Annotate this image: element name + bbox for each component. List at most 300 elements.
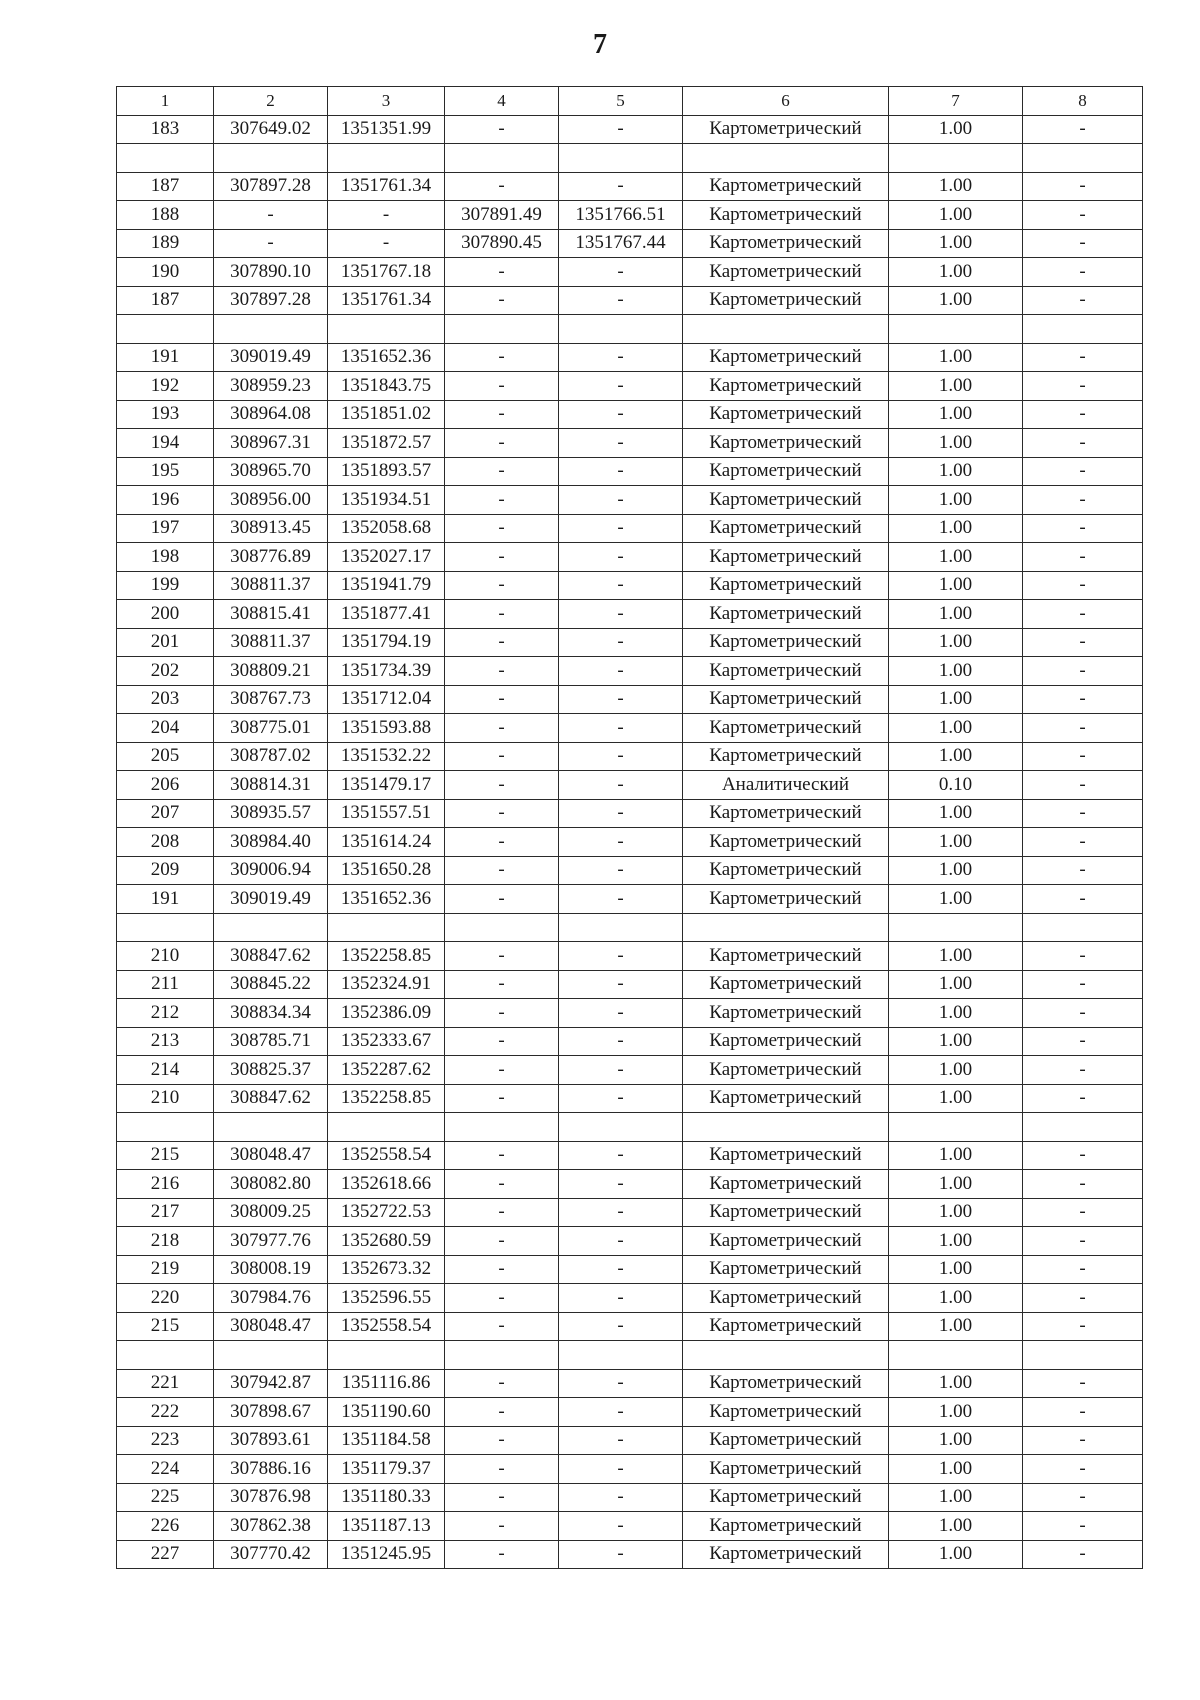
header-cell: 5 bbox=[559, 87, 683, 116]
table-row bbox=[117, 343, 1143, 372]
table-cell: - bbox=[445, 571, 559, 600]
table-cell: - bbox=[1023, 1056, 1143, 1085]
table-cell: 1351614.24 bbox=[328, 828, 445, 857]
table-cell: 1351593.88 bbox=[328, 714, 445, 743]
table-cell: 1.00 bbox=[889, 1540, 1023, 1569]
table-cell: 1.00 bbox=[889, 172, 1023, 201]
table-cell: - bbox=[1023, 115, 1143, 144]
table-row bbox=[117, 942, 1143, 971]
table-cell: 188 bbox=[117, 201, 214, 230]
table-cell: - bbox=[559, 1227, 683, 1256]
table-cell: Картометрический bbox=[683, 1312, 889, 1341]
table-cell bbox=[559, 144, 683, 173]
table-cell: - bbox=[445, 1084, 559, 1113]
table-row bbox=[117, 543, 1143, 572]
table-cell: 1.00 bbox=[889, 1455, 1023, 1484]
table-cell: - bbox=[559, 657, 683, 686]
table-cell: 208 bbox=[117, 828, 214, 857]
table-cell: Картометрический bbox=[683, 343, 889, 372]
table-cell: Картометрический bbox=[683, 942, 889, 971]
table-cell: - bbox=[559, 486, 683, 515]
table-cell: - bbox=[1023, 1255, 1143, 1284]
table-row bbox=[117, 172, 1143, 201]
table-cell: Картометрический bbox=[683, 685, 889, 714]
table-cell: 308811.37 bbox=[214, 571, 328, 600]
table-cell: 199 bbox=[117, 571, 214, 600]
table-cell: 308825.37 bbox=[214, 1056, 328, 1085]
table-cell: Аналитический bbox=[683, 771, 889, 800]
table-row bbox=[117, 799, 1143, 828]
table-cell: - bbox=[559, 372, 683, 401]
table-cell: 1.00 bbox=[889, 372, 1023, 401]
table-cell: 1.00 bbox=[889, 229, 1023, 258]
table-cell: - bbox=[1023, 201, 1143, 230]
table-cell: 1352596.55 bbox=[328, 1284, 445, 1313]
table-cell: 308834.34 bbox=[214, 999, 328, 1028]
table-cell bbox=[117, 1113, 214, 1142]
table-cell bbox=[683, 913, 889, 942]
table-cell: - bbox=[559, 1084, 683, 1113]
table-cell: 1352558.54 bbox=[328, 1141, 445, 1170]
table-cell: - bbox=[445, 628, 559, 657]
table-cell: - bbox=[1023, 1284, 1143, 1313]
table-cell: 1.00 bbox=[889, 1084, 1023, 1113]
table-row bbox=[117, 999, 1143, 1028]
table-cell: 217 bbox=[117, 1198, 214, 1227]
table-cell: 308964.08 bbox=[214, 400, 328, 429]
header-cell: 4 bbox=[445, 87, 559, 116]
table-cell: - bbox=[559, 856, 683, 885]
table-cell: - bbox=[445, 1540, 559, 1569]
table-cell: - bbox=[1023, 685, 1143, 714]
table-cell: 308815.41 bbox=[214, 600, 328, 629]
table-cell: 1.00 bbox=[889, 514, 1023, 543]
table-cell: 221 bbox=[117, 1369, 214, 1398]
table-cell: - bbox=[445, 1455, 559, 1484]
table-cell: 1351479.17 bbox=[328, 771, 445, 800]
table-cell: - bbox=[559, 1255, 683, 1284]
table-cell: 308967.31 bbox=[214, 429, 328, 458]
table-row bbox=[117, 685, 1143, 714]
table-cell: 218 bbox=[117, 1227, 214, 1256]
table-cell: Картометрический bbox=[683, 856, 889, 885]
table-cell: - bbox=[559, 1170, 683, 1199]
table-cell bbox=[1023, 144, 1143, 173]
table-cell: - bbox=[559, 514, 683, 543]
table-cell: - bbox=[445, 1227, 559, 1256]
table-cell: - bbox=[559, 343, 683, 372]
table-cell: Картометрический bbox=[683, 1483, 889, 1512]
table-cell: - bbox=[1023, 1027, 1143, 1056]
table-cell: - bbox=[559, 1284, 683, 1313]
table-cell: 308767.73 bbox=[214, 685, 328, 714]
table-cell: - bbox=[445, 286, 559, 315]
table-cell: 1.00 bbox=[889, 1512, 1023, 1541]
table-cell: 308809.21 bbox=[214, 657, 328, 686]
table-cell bbox=[889, 315, 1023, 344]
table-cell bbox=[214, 315, 328, 344]
table-cell: - bbox=[445, 742, 559, 771]
table-cell: 1.00 bbox=[889, 201, 1023, 230]
table-row bbox=[117, 1483, 1143, 1512]
table-row bbox=[117, 1369, 1143, 1398]
table-cell: - bbox=[1023, 400, 1143, 429]
table-cell: - bbox=[445, 685, 559, 714]
table-cell: 307876.98 bbox=[214, 1483, 328, 1512]
table-cell: 1352722.53 bbox=[328, 1198, 445, 1227]
table-cell: 1351245.95 bbox=[328, 1540, 445, 1569]
table-cell bbox=[683, 1113, 889, 1142]
table-row bbox=[117, 828, 1143, 857]
table-row bbox=[117, 1084, 1143, 1113]
table-row bbox=[117, 229, 1143, 258]
table-cell bbox=[889, 1341, 1023, 1370]
table-cell: - bbox=[1023, 543, 1143, 572]
table-cell: 215 bbox=[117, 1312, 214, 1341]
table-cell: 1351557.51 bbox=[328, 799, 445, 828]
table-cell: - bbox=[559, 258, 683, 287]
table-cell: Картометрический bbox=[683, 600, 889, 629]
table-cell: 307770.42 bbox=[214, 1540, 328, 1569]
table-cell: - bbox=[445, 1369, 559, 1398]
table-cell: 200 bbox=[117, 600, 214, 629]
table-cell bbox=[1023, 315, 1143, 344]
table-cell: - bbox=[445, 1170, 559, 1199]
table-cell: - bbox=[1023, 828, 1143, 857]
table-cell: Картометрический bbox=[683, 970, 889, 999]
table-cell: - bbox=[559, 628, 683, 657]
table-cell: 307984.76 bbox=[214, 1284, 328, 1313]
table-cell bbox=[328, 1113, 445, 1142]
table-cell: Картометрический bbox=[683, 486, 889, 515]
table-cell: - bbox=[445, 1141, 559, 1170]
table-cell: 1351843.75 bbox=[328, 372, 445, 401]
table-cell: - bbox=[1023, 1312, 1143, 1341]
table-row bbox=[117, 742, 1143, 771]
table-cell: - bbox=[1023, 657, 1143, 686]
table-cell: 1352324.91 bbox=[328, 970, 445, 999]
table-cell: 308811.37 bbox=[214, 628, 328, 657]
table-cell: 1.00 bbox=[889, 571, 1023, 600]
table-cell: 1.00 bbox=[889, 600, 1023, 629]
table-cell: - bbox=[559, 400, 683, 429]
table-cell: - bbox=[559, 999, 683, 1028]
table-cell: 1352333.67 bbox=[328, 1027, 445, 1056]
table-cell: 308847.62 bbox=[214, 942, 328, 971]
table-cell: 1352058.68 bbox=[328, 514, 445, 543]
table-cell bbox=[683, 1341, 889, 1370]
table-cell: - bbox=[559, 1369, 683, 1398]
table-cell: 213 bbox=[117, 1027, 214, 1056]
table-cell: - bbox=[559, 571, 683, 600]
table-cell: - bbox=[559, 742, 683, 771]
header-cell: 7 bbox=[889, 87, 1023, 116]
table-cell: 308048.47 bbox=[214, 1141, 328, 1170]
table-cell: - bbox=[445, 657, 559, 686]
table-cell: 308847.62 bbox=[214, 1084, 328, 1113]
table-cell bbox=[683, 315, 889, 344]
table-cell: 1351184.58 bbox=[328, 1426, 445, 1455]
table-cell: Картометрический bbox=[683, 1027, 889, 1056]
table-row bbox=[117, 657, 1143, 686]
table-cell: - bbox=[1023, 628, 1143, 657]
table-cell: 1352258.85 bbox=[328, 942, 445, 971]
table-cell: - bbox=[214, 201, 328, 230]
table-cell: 191 bbox=[117, 885, 214, 914]
page-number: 7 bbox=[593, 29, 607, 60]
table-cell: 1.00 bbox=[889, 1227, 1023, 1256]
table-cell bbox=[683, 144, 889, 173]
table-cell: - bbox=[1023, 514, 1143, 543]
table-cell: 1.00 bbox=[889, 1369, 1023, 1398]
header-cell: 8 bbox=[1023, 87, 1143, 116]
table-cell: - bbox=[1023, 229, 1143, 258]
table-cell: - bbox=[559, 1483, 683, 1512]
table-cell: Картометрический bbox=[683, 1255, 889, 1284]
table-cell: 187 bbox=[117, 286, 214, 315]
table-cell: - bbox=[445, 942, 559, 971]
table-cell: 209 bbox=[117, 856, 214, 885]
table-row bbox=[117, 1540, 1143, 1569]
table-cell: 1.00 bbox=[889, 1483, 1023, 1512]
table-cell bbox=[559, 315, 683, 344]
table-cell: 1.00 bbox=[889, 942, 1023, 971]
table-cell: 1.00 bbox=[889, 1398, 1023, 1427]
table-cell: 197 bbox=[117, 514, 214, 543]
table-cell: - bbox=[1023, 1141, 1143, 1170]
table-cell: - bbox=[1023, 1540, 1143, 1569]
table-separator-row bbox=[117, 144, 1143, 173]
table-cell: - bbox=[559, 1056, 683, 1085]
table-cell: 195 bbox=[117, 457, 214, 486]
table-cell: Картометрический bbox=[683, 1369, 889, 1398]
table-cell: - bbox=[1023, 1455, 1143, 1484]
table-cell: 307891.49 bbox=[445, 201, 559, 230]
header-cell: 1 bbox=[117, 87, 214, 116]
table-cell: Картометрический bbox=[683, 1284, 889, 1313]
table-cell: - bbox=[1023, 999, 1143, 1028]
table-cell: 1.00 bbox=[889, 286, 1023, 315]
table-row bbox=[117, 514, 1143, 543]
table-cell bbox=[1023, 913, 1143, 942]
table-cell: Картометрический bbox=[683, 1426, 889, 1455]
table-row bbox=[117, 1312, 1143, 1341]
table-cell: 1351766.51 bbox=[559, 201, 683, 230]
table-row bbox=[117, 201, 1143, 230]
table-cell: 1351761.34 bbox=[328, 286, 445, 315]
table-cell: - bbox=[1023, 1398, 1143, 1427]
table-cell: 1.00 bbox=[889, 1027, 1023, 1056]
table-cell: 214 bbox=[117, 1056, 214, 1085]
table-cell: - bbox=[445, 172, 559, 201]
table-cell: - bbox=[1023, 742, 1143, 771]
table-cell: 1.00 bbox=[889, 543, 1023, 572]
table-cell: 1352287.62 bbox=[328, 1056, 445, 1085]
table-cell: - bbox=[445, 828, 559, 857]
table-cell: - bbox=[445, 1312, 559, 1341]
table-cell: - bbox=[328, 229, 445, 258]
table-cell: Картометрический bbox=[683, 429, 889, 458]
table-cell: 1351851.02 bbox=[328, 400, 445, 429]
table-cell: - bbox=[1023, 258, 1143, 287]
table-cell: - bbox=[1023, 372, 1143, 401]
table-cell: - bbox=[445, 1027, 559, 1056]
table-cell: 1.00 bbox=[889, 1426, 1023, 1455]
table-cell bbox=[889, 1113, 1023, 1142]
table-cell bbox=[559, 913, 683, 942]
table-cell bbox=[889, 144, 1023, 173]
table-cell: - bbox=[1023, 714, 1143, 743]
table-cell: 307893.61 bbox=[214, 1426, 328, 1455]
table-cell: 205 bbox=[117, 742, 214, 771]
table-cell: 1.00 bbox=[889, 999, 1023, 1028]
table-cell: 307886.16 bbox=[214, 1455, 328, 1484]
table-cell: - bbox=[1023, 1483, 1143, 1512]
table-row bbox=[117, 571, 1143, 600]
table-cell: 204 bbox=[117, 714, 214, 743]
table-cell: 1.00 bbox=[889, 1141, 1023, 1170]
table-cell: 1351650.28 bbox=[328, 856, 445, 885]
header-cell: 6 bbox=[683, 87, 889, 116]
table-cell bbox=[117, 144, 214, 173]
table-cell: 1.00 bbox=[889, 828, 1023, 857]
table-cell: Картометрический bbox=[683, 999, 889, 1028]
table-cell: 308785.71 bbox=[214, 1027, 328, 1056]
table-cell: - bbox=[559, 1198, 683, 1227]
table-cell: 1.00 bbox=[889, 1198, 1023, 1227]
table-cell: 308956.00 bbox=[214, 486, 328, 515]
table-row bbox=[117, 1141, 1143, 1170]
table-cell: 1.00 bbox=[889, 115, 1023, 144]
table-cell: 308009.25 bbox=[214, 1198, 328, 1227]
table-cell: - bbox=[1023, 457, 1143, 486]
table-row bbox=[117, 1027, 1143, 1056]
table-cell bbox=[328, 913, 445, 942]
table-cell: 1.00 bbox=[889, 400, 1023, 429]
table-cell: - bbox=[559, 828, 683, 857]
table-cell: 1352027.17 bbox=[328, 543, 445, 572]
table-cell: 1351761.34 bbox=[328, 172, 445, 201]
table-cell: 308082.80 bbox=[214, 1170, 328, 1199]
table-cell bbox=[328, 1341, 445, 1370]
table-cell: Картометрический bbox=[683, 628, 889, 657]
table-cell: 193 bbox=[117, 400, 214, 429]
table-row bbox=[117, 286, 1143, 315]
table-cell: - bbox=[445, 856, 559, 885]
table-cell: - bbox=[559, 286, 683, 315]
table-cell: - bbox=[1023, 172, 1143, 201]
table-cell: 1352618.66 bbox=[328, 1170, 445, 1199]
table-cell: 203 bbox=[117, 685, 214, 714]
table-cell: - bbox=[1023, 1426, 1143, 1455]
table-row bbox=[117, 1398, 1143, 1427]
table-cell: 1351934.51 bbox=[328, 486, 445, 515]
table-cell: 307862.38 bbox=[214, 1512, 328, 1541]
table-cell: Картометрический bbox=[683, 372, 889, 401]
table-cell: - bbox=[559, 771, 683, 800]
table-cell: Картометрический bbox=[683, 828, 889, 857]
table-cell: 308776.89 bbox=[214, 543, 328, 572]
table-cell: 308984.40 bbox=[214, 828, 328, 857]
table-cell: - bbox=[445, 514, 559, 543]
table-cell: - bbox=[1023, 429, 1143, 458]
table-cell: 1351712.04 bbox=[328, 685, 445, 714]
table-cell: 187 bbox=[117, 172, 214, 201]
table-cell: 1.00 bbox=[889, 742, 1023, 771]
table-cell: 215 bbox=[117, 1141, 214, 1170]
table-cell: Картометрический bbox=[683, 172, 889, 201]
table-cell: Картометрический bbox=[683, 229, 889, 258]
table-cell: Картометрический bbox=[683, 571, 889, 600]
table-cell: Картометрический bbox=[683, 115, 889, 144]
table-cell bbox=[117, 913, 214, 942]
table-cell: 1.00 bbox=[889, 714, 1023, 743]
table-cell: 307977.76 bbox=[214, 1227, 328, 1256]
table-row bbox=[117, 856, 1143, 885]
table-cell: - bbox=[445, 714, 559, 743]
table-cell: - bbox=[445, 1284, 559, 1313]
table-cell bbox=[445, 1341, 559, 1370]
table-cell: - bbox=[445, 1255, 559, 1284]
table-cell: Картометрический bbox=[683, 742, 889, 771]
table-cell: Картометрический bbox=[683, 1056, 889, 1085]
table-cell: Картометрический bbox=[683, 714, 889, 743]
table-cell: 308959.23 bbox=[214, 372, 328, 401]
table-cell: - bbox=[445, 1512, 559, 1541]
table-cell: - bbox=[559, 1027, 683, 1056]
table-cell: 1.00 bbox=[889, 1255, 1023, 1284]
table-cell: 222 bbox=[117, 1398, 214, 1427]
table-cell: 308008.19 bbox=[214, 1255, 328, 1284]
table-cell: 198 bbox=[117, 543, 214, 572]
table-cell: 194 bbox=[117, 429, 214, 458]
table-cell: - bbox=[445, 999, 559, 1028]
table-cell: - bbox=[1023, 856, 1143, 885]
table-cell: - bbox=[214, 229, 328, 258]
table-cell: - bbox=[328, 201, 445, 230]
table-cell bbox=[117, 315, 214, 344]
table-cell: - bbox=[445, 372, 559, 401]
table-cell: 1351941.79 bbox=[328, 571, 445, 600]
table-cell: Картометрический bbox=[683, 1512, 889, 1541]
table-cell: - bbox=[559, 970, 683, 999]
table-cell: 223 bbox=[117, 1426, 214, 1455]
table-cell: - bbox=[559, 1312, 683, 1341]
table-row bbox=[117, 714, 1143, 743]
table-cell: - bbox=[445, 543, 559, 572]
table-cell: 1.00 bbox=[889, 856, 1023, 885]
table-cell: 1351794.19 bbox=[328, 628, 445, 657]
table-header-row bbox=[117, 87, 1143, 116]
table-cell: - bbox=[559, 1455, 683, 1484]
table-cell: 1352558.54 bbox=[328, 1312, 445, 1341]
table-cell: - bbox=[559, 1512, 683, 1541]
table-cell: 309006.94 bbox=[214, 856, 328, 885]
table-cell: Картометрический bbox=[683, 1084, 889, 1113]
table-cell bbox=[445, 1113, 559, 1142]
table-cell: 308935.57 bbox=[214, 799, 328, 828]
table-cell: Картометрический bbox=[683, 1141, 889, 1170]
table-cell: 1.00 bbox=[889, 457, 1023, 486]
table-cell: 308845.22 bbox=[214, 970, 328, 999]
table-cell: 307890.45 bbox=[445, 229, 559, 258]
table-cell bbox=[559, 1113, 683, 1142]
table-cell: - bbox=[559, 115, 683, 144]
table-cell: Картометрический bbox=[683, 1227, 889, 1256]
table-cell: 1.00 bbox=[889, 1284, 1023, 1313]
table-cell: - bbox=[559, 600, 683, 629]
table-cell bbox=[1023, 1113, 1143, 1142]
